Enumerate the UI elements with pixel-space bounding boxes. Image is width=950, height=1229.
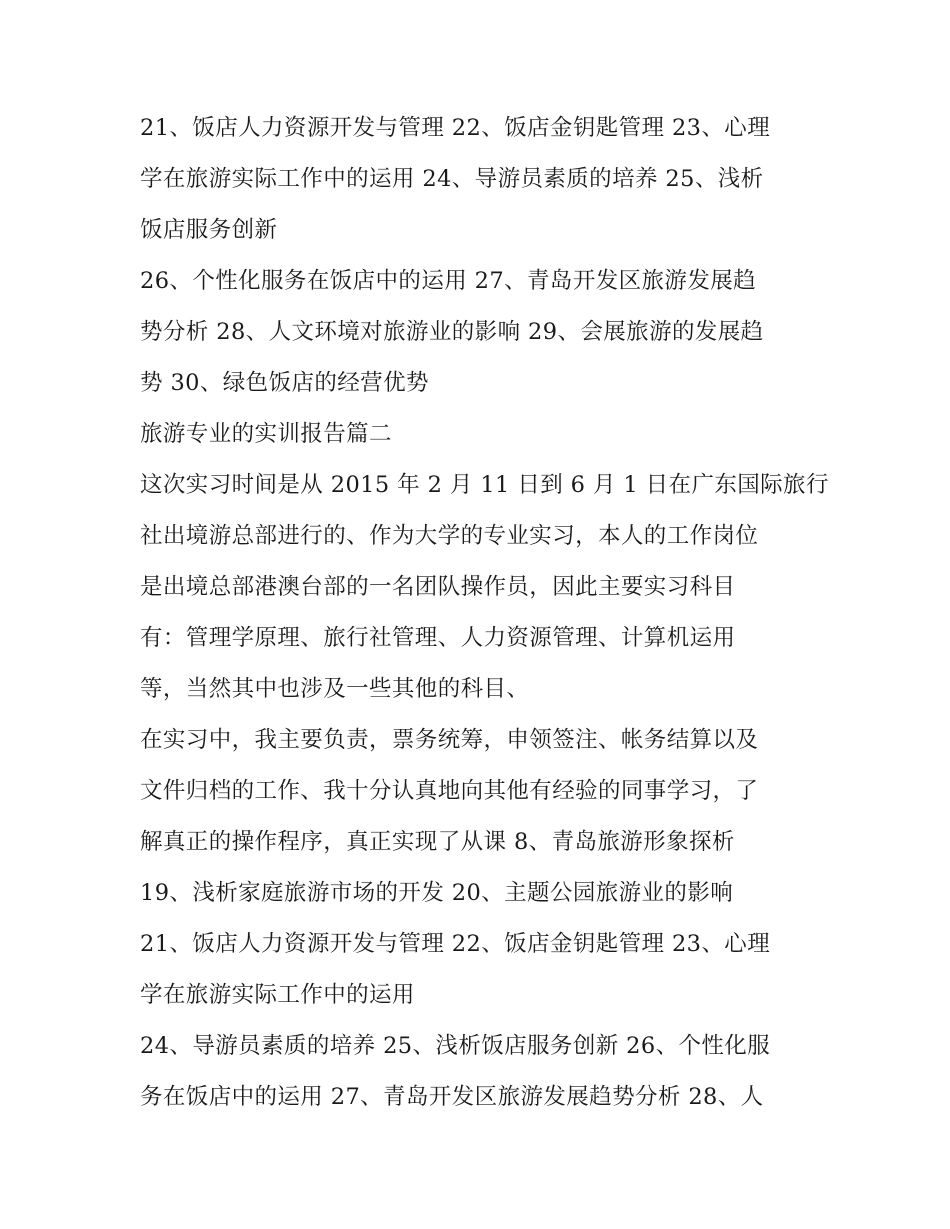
text-line: 势分析 28、人文环境对旅游业的影响 29、会展旅游的发展趋 [140,319,764,345]
text-line: 19、浅析家庭旅游市场的开发 20、主题公园旅游业的影响 [140,880,734,906]
text-line: 21、饭店人力资源开发与管理 22、饭店金钥匙管理 23、心理 [140,115,771,141]
text-line: 有：管理学原理、旅行社管理、人力资源管理、计算机运用 [140,625,736,651]
section-heading: 旅游专业的实训报告篇二 [140,421,392,447]
text-line: 24、导游员素质的培养 25、浅析饭店服务创新 26、个性化服 [140,1033,771,1059]
text-line: 在实习中，我主要负责，票务统筹，申领签注、帐务结算以及 [140,727,759,753]
text-line: 文件归档的工作、我十分认真地向其他有经验的同事学习，了 [140,778,759,804]
text-line: 务在饭店中的运用 27、青岛开发区旅游发展趋势分析 28、人 [140,1084,764,1110]
text-line: 学在旅游实际工作中的运用 [140,982,415,1008]
text-line: 饭店服务创新 [140,217,278,243]
document-body [140,103,829,1123]
text-line: 学在旅游实际工作中的运用 24、导游员素质的培养 25、浅析 [140,166,764,192]
text-line: 社出境游总部进行的、作为大学的专业实习，本人的工作岗位 [140,523,759,549]
text-line: 这次实习时间是从 2015 年 2 月 11 日到 6 月 1 日在广东国际旅行 [140,472,829,498]
text-line: 势 30、绿色饭店的经营优势 [140,370,429,396]
text-line: 等，当然其中也涉及一些其他的科目、 [140,676,530,702]
text-line: 是出境总部港澳台部的一名团队操作员，因此主要实习科目 [140,574,736,600]
text-line: 解真正的操作程序，真正实现了从课 8、青岛旅游形象探析 [140,829,735,855]
text-line: 26、个性化服务在饭店中的运用 27、青岛开发区旅游发展趋 [140,268,757,294]
text-line: 21、饭店人力资源开发与管理 22、饭店金钥匙管理 23、心理 [140,931,771,957]
